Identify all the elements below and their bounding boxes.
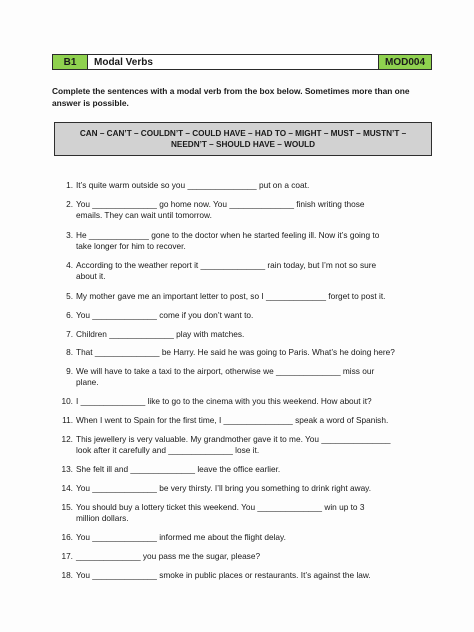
question-number: 18. [61, 570, 73, 580]
question-item [56, 551, 438, 562]
question-number: 3. [66, 230, 73, 240]
question-number: 17. [61, 551, 73, 561]
question-item [56, 483, 438, 494]
question-number: 14. [61, 483, 73, 493]
instructions-text: Complete the sentences with a modal verb from the box below. Sometimes more than one answer is possible. [52, 86, 410, 108]
question-text: It’s quite warm outside so you _______________ put on a coat. [76, 180, 310, 190]
question-number: 16. [61, 532, 73, 542]
question-item [56, 329, 438, 340]
worksheet-header [52, 54, 432, 70]
question-item [56, 502, 438, 525]
worksheet-title: Modal Verbs [88, 55, 378, 69]
question-item [56, 464, 438, 475]
question-number: 7. [66, 329, 73, 339]
question-text: That ______________ be Harry. He said he was going to Paris. What’s he doing here? [76, 347, 395, 357]
question-number: 1. [66, 180, 73, 190]
question-item [56, 532, 438, 543]
question-number: 4. [66, 260, 73, 270]
question-item [56, 260, 438, 283]
question-text: My mother gave me an important letter to post, so I _____________ forget to post it. [76, 291, 386, 301]
question-item [56, 230, 438, 253]
question-text: You ______________ be very thirsty. I’ll bring you something to drink right away. [76, 483, 372, 493]
question-text: I ______________ like to go to the cinema with you this weekend. How about it? [76, 396, 372, 406]
question-number: 8. [66, 347, 73, 357]
question-text: ______________ you pass me the sugar, please? [76, 551, 261, 561]
question-text: He _____________ gone to the doctor when he started feeling ill. Now it’s going to take longer for him to recover. [76, 230, 380, 252]
question-number: 15. [61, 502, 73, 512]
question-text: We will have to take a taxi to the airport, otherwise we ______________ miss our plane. [76, 366, 375, 388]
question-text: You ______________ smoke in public places or restaurants. It’s against the law. [76, 570, 371, 580]
question-item [56, 180, 438, 191]
question-text: You ______________ informed me about the flight delay. [76, 532, 286, 542]
question-number: 9. [66, 366, 73, 376]
question-item [56, 570, 438, 581]
question-item [56, 366, 438, 389]
question-text: You ______________ go home now. You ______________ finish writing those emails. They can wait until tomorrow. [76, 199, 365, 221]
modal-verb-line-2: NEEDN’T – SHOULD HAVE – WOULD [170, 140, 316, 149]
question-text: According to the weather report it ______________ rain today, but I’m not so sure about it. [76, 260, 377, 282]
question-item [56, 415, 438, 426]
question-number: 12. [61, 434, 73, 444]
question-item [56, 291, 438, 302]
question-item [56, 347, 438, 358]
question-text: You should buy a lottery ticket this weekend. You ______________ win up to 3 million dollars. [76, 502, 365, 524]
modal-verb-box [54, 122, 432, 156]
question-number: 11. [62, 415, 73, 425]
question-item [56, 396, 438, 407]
question-item [56, 434, 438, 457]
worksheet-code: MOD004 [378, 55, 431, 69]
question-text: This jewellery is very valuable. My grandmother gave it to me. You _______________ look after it carefully and ______________ lose it. [76, 434, 391, 456]
question-text: Children ______________ play with matches. [76, 329, 245, 339]
question-number: 2. [66, 199, 73, 209]
question-item [56, 199, 438, 222]
question-number: 6. [66, 310, 73, 320]
question-text: You ______________ come if you don’t want to. [76, 310, 254, 320]
modal-verb-line-1: CAN – CAN’T – COULDN’T – COULD HAVE – HAD TO – MIGHT – MUST – MUSTN’T – [79, 128, 407, 138]
question-number: 13. [61, 464, 73, 474]
question-text: She felt ill and ______________ leave the office earlier. [76, 464, 281, 474]
question-item [56, 310, 438, 321]
question-text: When I went to Spain for the first time, I _______________ speak a word of Spanish. [76, 415, 389, 425]
question-number: 10. [61, 396, 73, 406]
level-badge: B1 [53, 55, 88, 69]
question-number: 5. [66, 291, 73, 301]
